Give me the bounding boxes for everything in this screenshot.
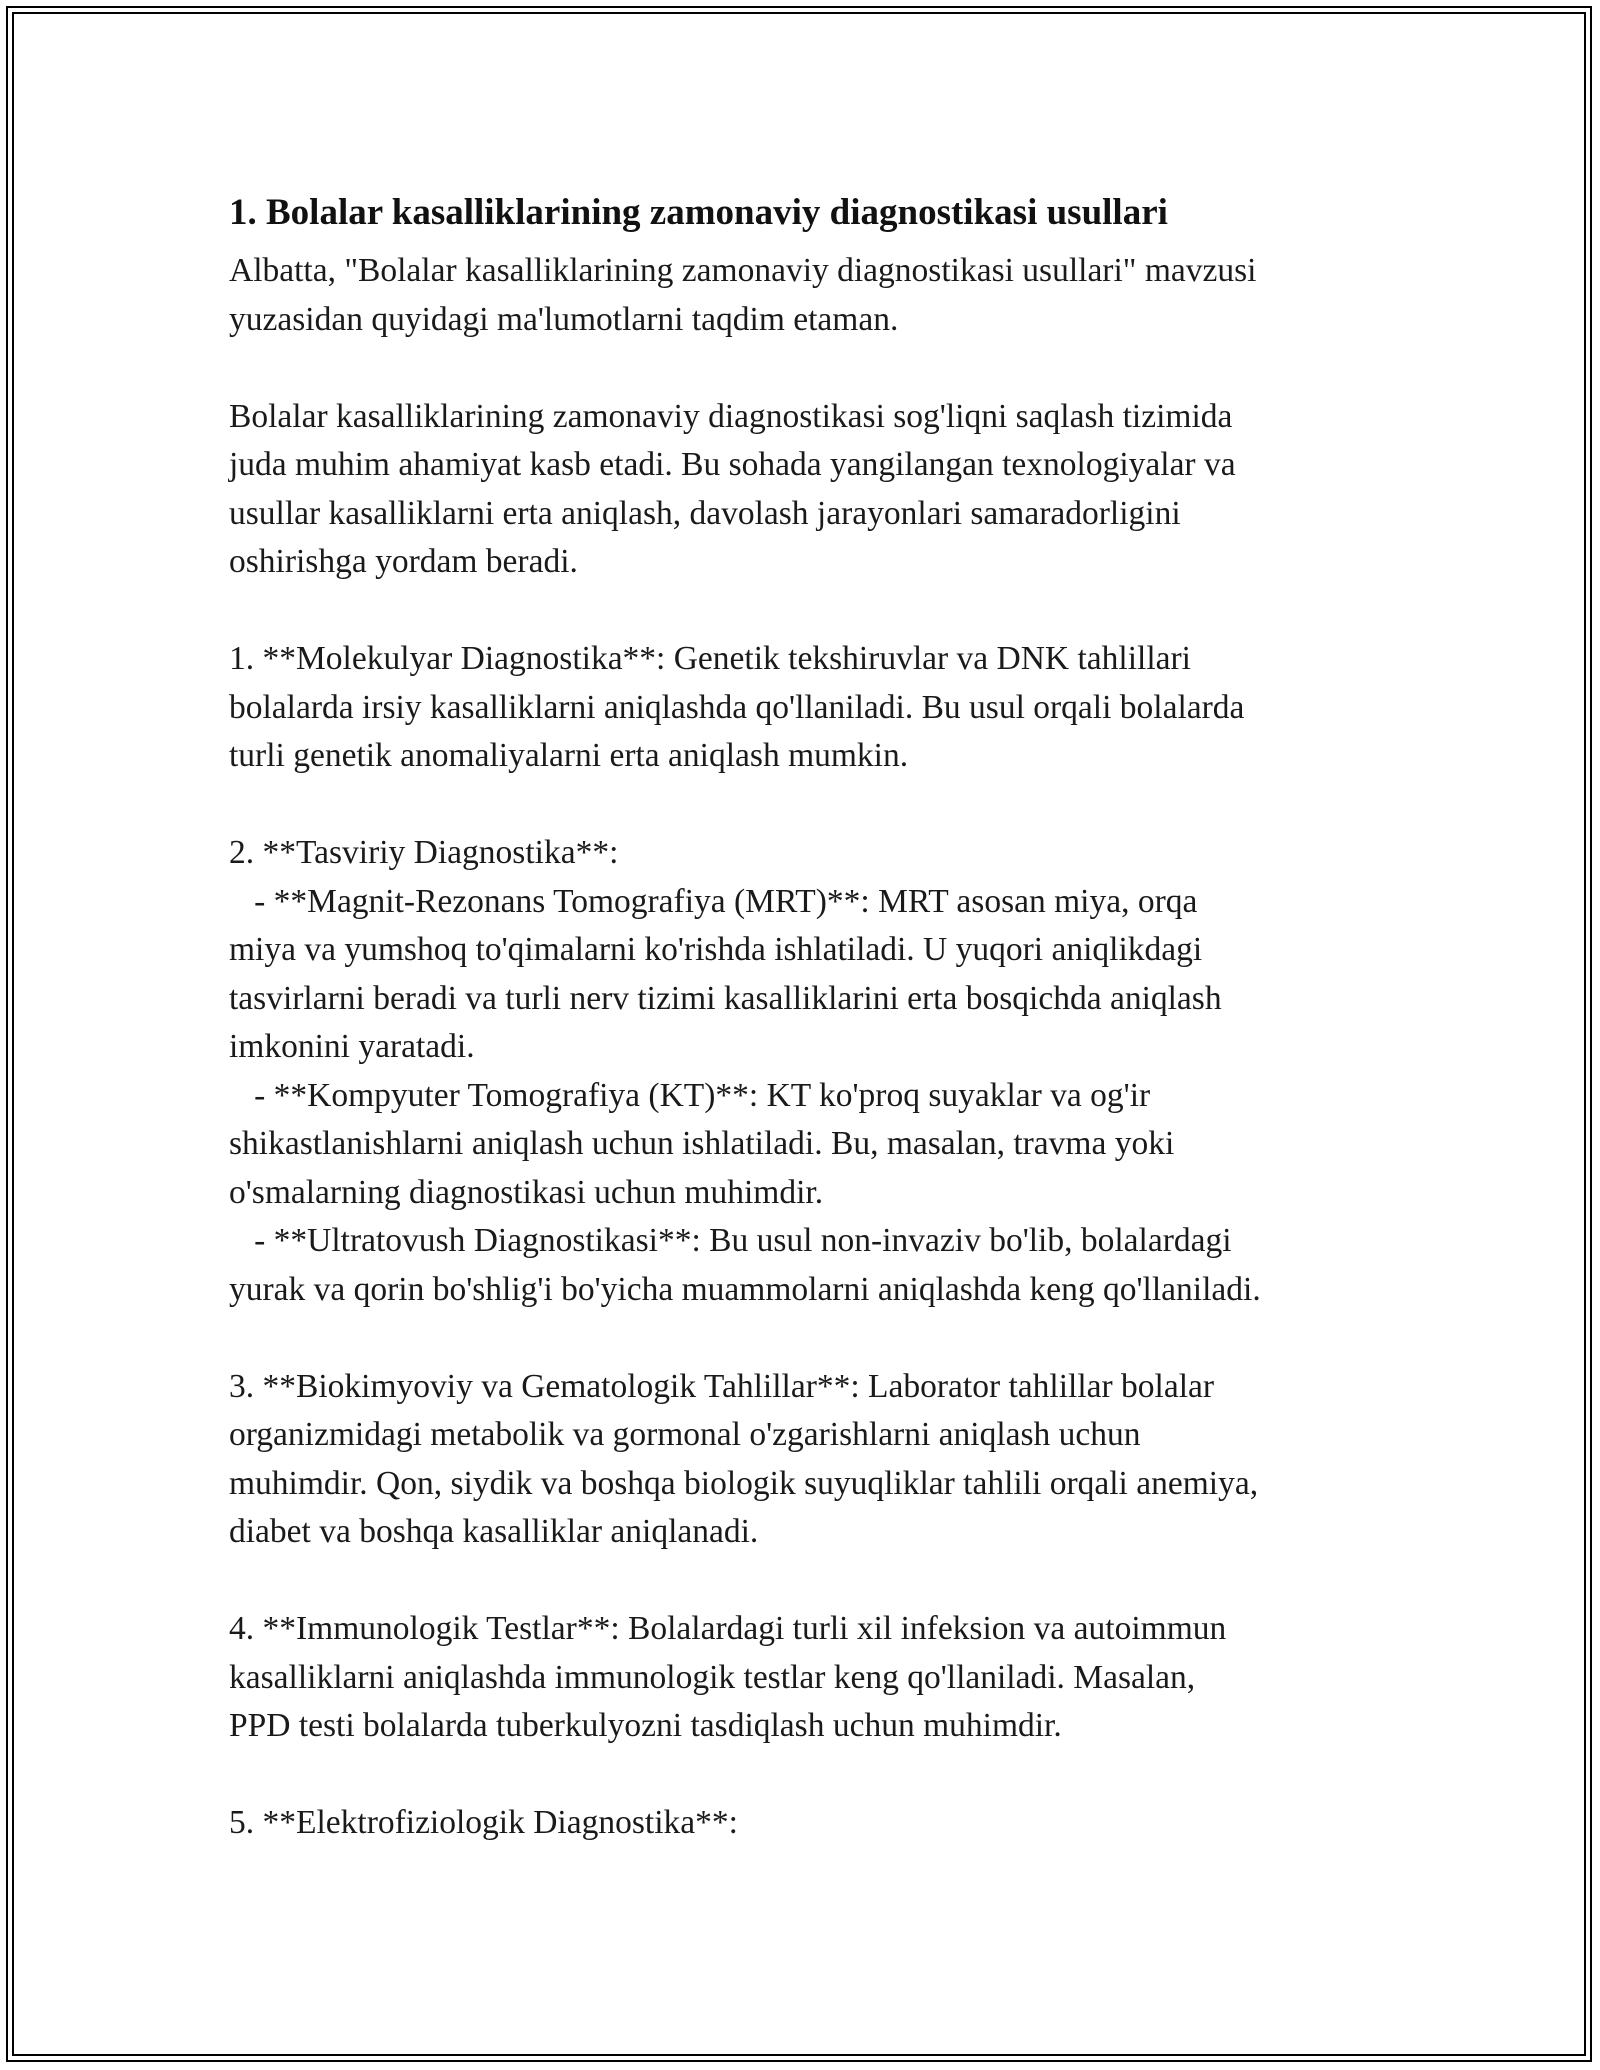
paragraph-line: - **Magnit-Rezonans Tomografiya (MRT)**: MRT asosan miya, orqa [229, 882, 1198, 920]
paragraph-line: yuzasidan quyidagi ma'lumotlarni taqdim etaman. [229, 300, 899, 338]
paragraph-line: bolalarda irsiy kasalliklarni aniqlashda qo'llaniladi. Bu usul orqali bolalarda [229, 688, 1245, 726]
paragraph-gap [229, 587, 1409, 636]
paragraph-line: oshirishga yordam beradi. [229, 543, 578, 580]
paragraph-line: shikastlanishlarni aniqlash uchun ishlatiladi. Bu, masalan, travma yoki [229, 1125, 1175, 1162]
paragraph-gap [229, 781, 1409, 830]
paragraph-line: diabet va boshqa kasalliklar aniqlanadi. [229, 1513, 759, 1550]
paragraph-line: o'smalarning diagnostikasi uchun muhimdir. [229, 1173, 824, 1211]
paragraph-gap [229, 1314, 1409, 1363]
paragraph-gap [229, 1557, 1409, 1606]
paragraph-line: - **Ultratovush Diagnostikasi**: Bu usul non-invaziv bo'lib, bolalardagi [229, 1222, 1232, 1259]
paragraph-line: imkonini yaratadi. [229, 1028, 475, 1065]
paragraph-line: 2. **Tasviriy Diagnostika**: [229, 834, 619, 871]
paragraph [229, 635, 1409, 781]
paragraph-line: organizmidagi metabolik va gormonal o'zgarishlarni aniqlash uchun [229, 1416, 1141, 1453]
document-title: 1. Bolalar kasalliklarining zamonaviy diagnostikasi usullari [229, 192, 1168, 233]
paragraph-line: 4. **Immunologik Testlar**: Bolalardagi turli xil infeksion va autoimmun [229, 1610, 1227, 1647]
paragraph [229, 1363, 1409, 1557]
paragraph [229, 247, 1409, 344]
paragraph [229, 1799, 1409, 1848]
document-content [229, 183, 1409, 1848]
paragraph-line: 1. **Molekulyar Diagnostika**: Genetik tekshiruvlar va DNK tahlillari [229, 640, 1191, 677]
paragraph-line: tasvirlarni beradi va turli nerv tizimi kasalliklarini erta bosqichda aniqlash [229, 979, 1222, 1017]
paragraph-line: kasalliklarni aniqlashda immunologik testlar keng qo'llaniladi. Masalan, [229, 1658, 1196, 1696]
paragraph-line: muhimdir. Qon, siydik va boshqa biologik suyuqliklar tahlili orqali anemiya, [229, 1464, 1259, 1502]
paragraph-gap [229, 1751, 1409, 1800]
document-body [229, 247, 1409, 1848]
paragraph [229, 1605, 1409, 1751]
paragraph-line: 5. **Elektrofiziologik Diagnostika**: [229, 1804, 738, 1841]
paragraph-line: 3. **Biokimyoviy va Gematologik Tahlillar**: Laborator tahlillar bolalar [229, 1367, 1215, 1405]
paragraph-line: juda muhim ahamiyat kasb etadi. Bu sohada yangilangan texnologiyalar va [229, 446, 1236, 483]
paragraph-line: Albatta, "Bolalar kasalliklarining zamonaviy diagnostikasi usullari" mavzusi [229, 252, 1257, 289]
paragraph-gap [229, 344, 1409, 393]
paragraph [229, 829, 1409, 1314]
paragraph-line: turli genetik anomaliyalarni erta aniqlash mumkin. [229, 737, 909, 774]
paragraph [229, 393, 1409, 587]
paragraph-line: usullar kasalliklarni erta aniqlash, davolash jarayonlari samaradorligini [229, 494, 1181, 532]
paragraph-line: miya va yumshoq to'qimalarni ko'rishda ishlatiladi. U yuqori aniqlikdagi [229, 931, 1203, 968]
paragraph-line: Bolalar kasalliklarining zamonaviy diagnostikasi sog'liqni saqlash tizimida [229, 397, 1233, 435]
paragraph-line: yurak va qorin bo'shlig'i bo'yicha muammolarni aniqlashda keng qo'llaniladi. [229, 1270, 1261, 1308]
paragraph-line: PPD testi bolalarda tuberkulyozni tasdiqlash uchun muhimdir. [229, 1707, 1062, 1744]
paragraph-line: - **Kompyuter Tomografiya (KT)**: KT ko'proq suyaklar va og'ir [229, 1076, 1151, 1114]
